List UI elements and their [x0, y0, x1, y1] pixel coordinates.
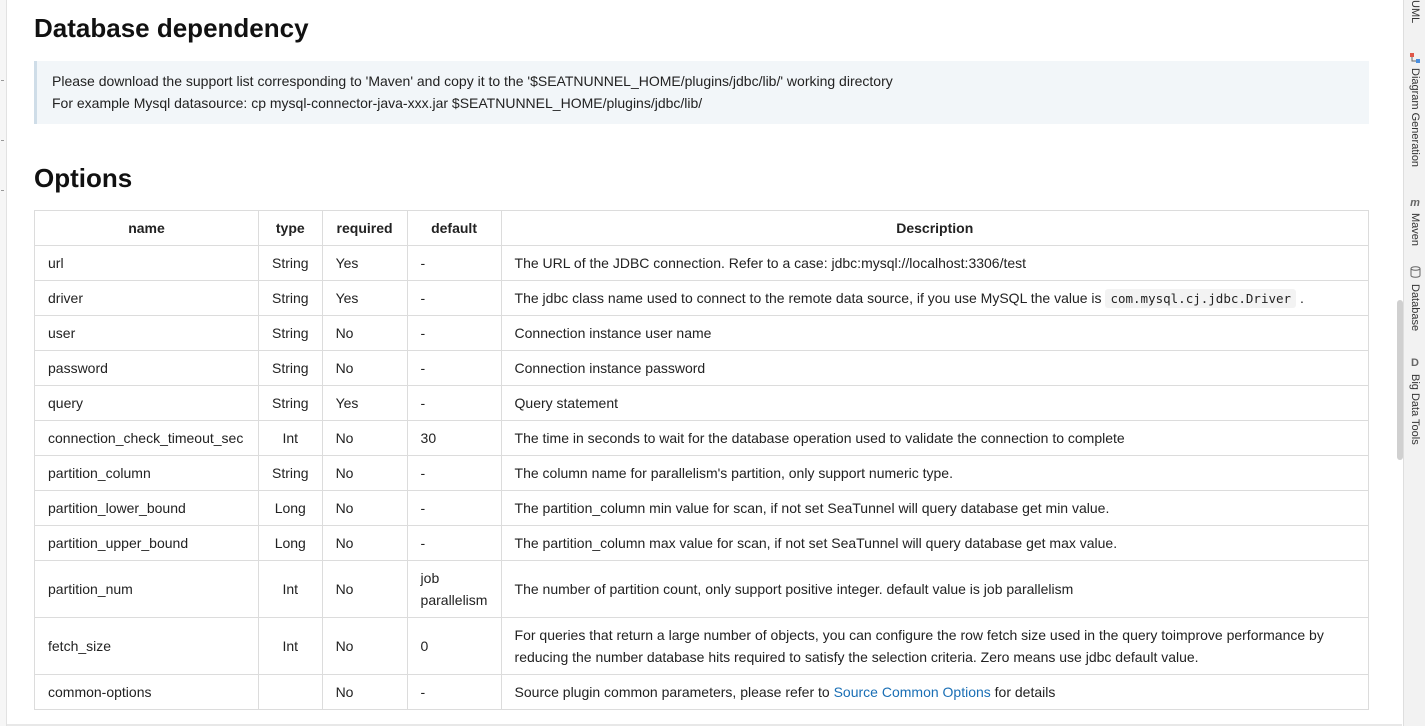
note-line: Please download the support list corresponding to 'Maven' and copy it to the '$SEATNUNNEL_HOME/plugins/jdbc/lib/' working directory	[52, 73, 893, 89]
cell-description: The partition_column min value for scan, if not set SeaTunnel will query database get min value.	[501, 491, 1368, 526]
tool-window-label: UML	[1409, 0, 1421, 24]
cell-type: String	[258, 316, 322, 351]
maven-icon: m	[1410, 197, 1420, 209]
cell-required: No	[322, 351, 407, 386]
cell-required: No	[322, 491, 407, 526]
column-header-required: required	[322, 211, 407, 246]
description-text: Source plugin common parameters, please refer to	[514, 684, 830, 700]
description-text: for details	[994, 684, 1056, 700]
cell-default: -	[407, 281, 501, 316]
cell-name: partition_num	[35, 561, 259, 618]
cell-description: Query statement	[501, 386, 1368, 421]
cell-type: Long	[258, 526, 322, 561]
table-row	[35, 351, 1369, 386]
cell-name: partition_column	[35, 456, 259, 491]
cell-required: No	[322, 316, 407, 351]
cell-required: No	[322, 561, 407, 618]
cell-default: -	[407, 491, 501, 526]
cell-required: No	[322, 618, 407, 675]
cell-description: The partition_column max value for scan, if not set SeaTunnel will query database get max value.	[501, 526, 1368, 561]
cell-type: String	[258, 456, 322, 491]
table-row	[35, 386, 1369, 421]
dependency-note	[34, 61, 1369, 124]
cell-description: Connection instance password	[501, 351, 1368, 386]
cell-required: No	[322, 526, 407, 561]
cell-default: -	[407, 316, 501, 351]
column-header-name: name	[35, 211, 259, 246]
cell-description: The URL of the JDBC connection. Refer to a case: jdbc:mysql://localhost:3306/test	[501, 246, 1368, 281]
table-row	[35, 456, 1369, 491]
description-line: For queries that return a large number of objects, you can configure the row fetch size used in the query toimprove performance by	[514, 627, 1324, 643]
cell-name: password	[35, 351, 259, 386]
gutter-marker	[1, 190, 4, 191]
database-icon	[1408, 266, 1422, 280]
cell-type	[258, 675, 322, 710]
cell-default: 30	[407, 421, 501, 456]
source-common-options-link[interactable]: Source Common Options	[833, 684, 991, 700]
tool-window-maven[interactable]	[1404, 196, 1425, 256]
description-text: The jdbc class name used to connect to the remote data source, if you use MySQL the value is	[514, 289, 1102, 306]
cell-description	[501, 281, 1368, 316]
cell-type: String	[258, 281, 322, 316]
cell-required: Yes	[322, 281, 407, 316]
cell-type: Int	[258, 618, 322, 675]
column-header-default: default	[407, 211, 501, 246]
cell-required: No	[322, 421, 407, 456]
cell-default: -	[407, 386, 501, 421]
cell-description: The number of partition count, only support positive integer. default value is job parallelism	[501, 561, 1368, 618]
table-row	[35, 281, 1369, 316]
cell-name: user	[35, 316, 259, 351]
tool-window-diagram-generation[interactable]	[1404, 52, 1425, 202]
cell-description: Connection instance user name	[501, 316, 1368, 351]
gutter-marker	[1, 140, 4, 141]
table-row	[35, 421, 1369, 456]
tool-window-big-data-tools[interactable]	[1404, 356, 1425, 456]
tool-window-label: Diagram Generation	[1409, 68, 1421, 168]
cell-default: -	[407, 246, 501, 281]
cell-description	[501, 675, 1368, 710]
table-row	[35, 526, 1369, 561]
cell-description	[501, 618, 1368, 675]
cell-default: -	[407, 526, 501, 561]
table-row	[35, 675, 1369, 710]
description-text: .	[1299, 289, 1304, 306]
cell-description: The time in seconds to wait for the database operation used to validate the connection to complete	[501, 421, 1368, 456]
gutter-marker	[1, 80, 4, 81]
tool-window-label: Maven	[1409, 213, 1421, 247]
cell-name: url	[35, 246, 259, 281]
tool-window-uml[interactable]	[1404, 0, 1425, 30]
table-row	[35, 246, 1369, 281]
table-header-row	[35, 211, 1369, 246]
cell-type: Int	[258, 421, 322, 456]
cell-default: 0	[407, 618, 501, 675]
options-table	[34, 210, 1369, 710]
cell-name: query	[35, 386, 259, 421]
cell-name: partition_lower_bound	[35, 491, 259, 526]
cell-description: The column name for parallelism's partition, only support numeric type.	[501, 456, 1368, 491]
tool-window-label: Database	[1409, 284, 1421, 332]
cell-name: partition_upper_bound	[35, 526, 259, 561]
cell-name: common-options	[35, 675, 259, 710]
note-line: For example Mysql datasource: cp mysql-connector-java-xxx.jar $SEATNUNNEL_HOME/plugins/jdbc/lib/	[52, 95, 703, 111]
cell-required: No	[322, 456, 407, 491]
diagram-icon	[1408, 52, 1422, 66]
cell-type: String	[258, 246, 322, 281]
cell-name: driver	[35, 281, 259, 316]
table-row	[35, 316, 1369, 351]
cell-default	[407, 561, 501, 618]
cell-type: String	[258, 351, 322, 386]
table-row	[35, 561, 1369, 618]
column-header-description: Description	[501, 211, 1368, 246]
table-row	[35, 491, 1369, 526]
default-line: parallelism	[420, 592, 488, 608]
tool-window-database[interactable]	[1404, 266, 1425, 341]
big-data-icon: D	[1411, 357, 1419, 369]
cell-default: -	[407, 351, 501, 386]
left-gutter	[0, 0, 7, 726]
default-line: job	[420, 570, 440, 586]
inline-code: com.mysql.cj.jdbc.Driver	[1105, 289, 1296, 308]
cell-name: fetch_size	[35, 618, 259, 675]
cell-name: connection_check_timeout_sec	[35, 421, 259, 456]
right-tool-window-bar	[1403, 0, 1425, 726]
column-header-type: type	[258, 211, 322, 246]
cell-required: Yes	[322, 386, 407, 421]
cell-required: No	[322, 675, 407, 710]
cell-type: Long	[258, 491, 322, 526]
heading-database-dependency: Database dependency	[34, 13, 309, 43]
cell-default: -	[407, 675, 501, 710]
tool-window-label: Big Data Tools	[1409, 374, 1421, 445]
description-line: reducing the number database hits required to satisfy the selection criteria. Zero means use jdbc default value.	[514, 649, 1199, 665]
cell-default: -	[407, 456, 501, 491]
heading-options: Options	[34, 163, 133, 193]
cell-type: Int	[258, 561, 322, 618]
cell-type: String	[258, 386, 322, 421]
cell-required: Yes	[322, 246, 407, 281]
table-row	[35, 618, 1369, 675]
